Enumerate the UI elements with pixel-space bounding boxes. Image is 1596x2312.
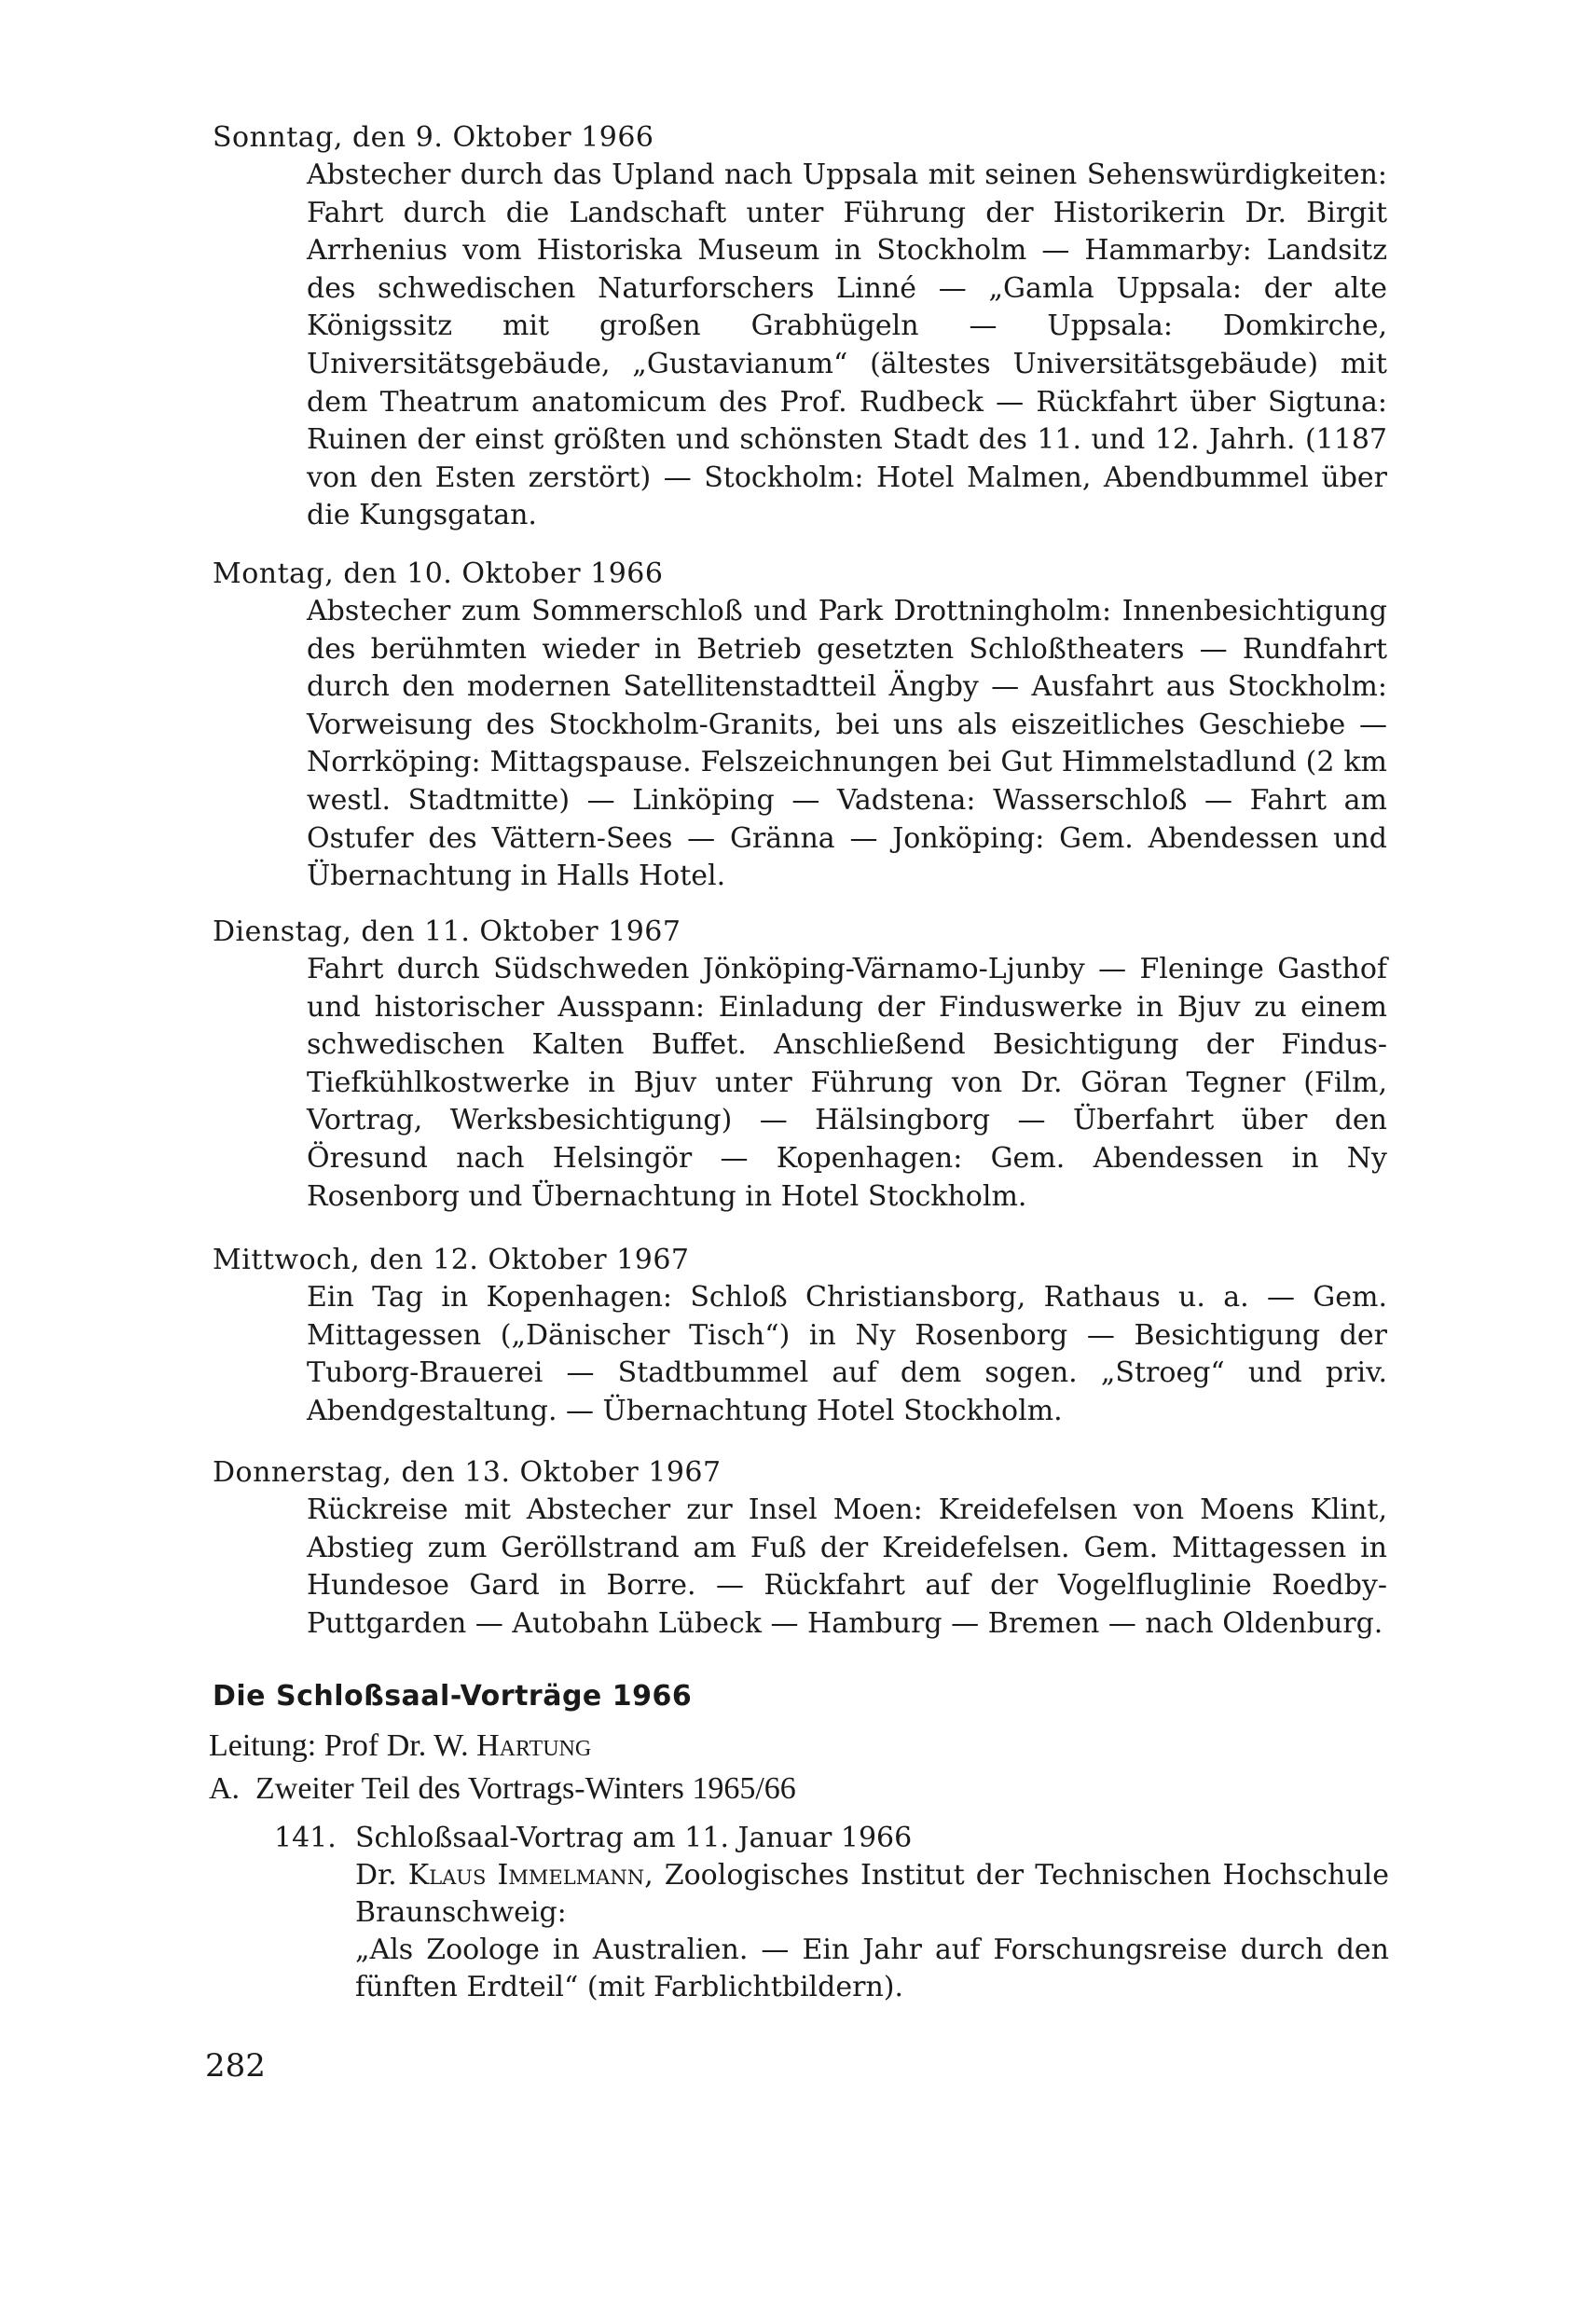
lecture-date: Schloßsaal-Vortrag am 11. Januar 1966 [355, 1822, 913, 1854]
part-title: Zweiter Teil des Vortrags-Winters 1965/66 [255, 1771, 796, 1806]
day-body: Fahrt durch Südschweden Jönköping-Värnamo-Ljunby — Fleninge Gasthof und historischer Ausspann: Einladung der Finduswerke in Bjuv zu einem schwedischen Kalten Buffet. Anschließend Besichtigung der Findus-Tiefkühlkostwerke in Bjuv unter Führung von Dr. Göran Tegner (Film, Vortrag, Werksbesichtigung) — Hälsingborg — Überfahrt über den Öresund nach Helsingör — Kopenhagen: Gem. Abendessen in Ny Rosenborg und Übernachtung in Hotel Stockholm. [307, 953, 1387, 1213]
speaker-name: Klaus Immelmann [407, 1859, 645, 1892]
day-entry-donnerstag [213, 1454, 1387, 1643]
section-heading: Die Schloßsaal-Vorträge 1966 [213, 1680, 693, 1713]
day-body: Abstecher zum Sommerschloß und Park Drottningholm: Innenbesichtigung des berühmten wieder in Betrieb gesetzten Schloßtheaters — Rundfahrt durch den modernen Satellitenstadtteil Ängby — Ausfahrt aus Stockholm: Vorweisung des Stockholm-Granits, bei uns als eiszeitliches Geschiebe — Norrköping: Mittagspause. Felszeichnungen bei Gut Himmelstadlund (2 km westl. Stadtmitte) — Linköping — Vadstena: Wasserschloß — Fahrt am Ostufer des Vättern-Sees — Gränna — Jonköping: Gem. Abendessen und Übernachtung in Halls Hotel. [307, 595, 1387, 893]
part-label: A. [209, 1771, 241, 1806]
lecture-number: 141. [274, 1822, 337, 1854]
leitung-name: Hartung [476, 1728, 592, 1763]
day-entry-montag [213, 556, 1387, 896]
day-heading: Dienstag, den 11. Oktober 1967 [213, 915, 681, 948]
day-entry-mittwoch [213, 1242, 1387, 1430]
day-entry-sonntag [213, 119, 1387, 535]
leitung-line [209, 1728, 591, 1764]
leitung-prefix: Leitung: Prof Dr. W. [209, 1728, 477, 1763]
day-body: Abstecher durch das Upland nach Uppsala mit seinen Sehenswürdigkeiten: Fahrt durch die Landschaft unter Führung der Historikerin Dr. Birgit Arrhenius vom Historiska Museum in Stockholm — Hammarby: Landsitz des schwedischen Naturforschers Linné — „Gamla Uppsala: der alte Königssitz mit großen Grabhügeln — Uppsala: Domkirche, Universitätsgebäude, „Gustavianum“ (ältestes Universitätsgebäude) mit dem Theatrum anatomicum des Prof. Rudbeck — Rückfahrt über Sigtuna: Ruinen der einst größten und schönsten Stadt des 11. und 12. Jahrh. (1187 von den Esten zerstört) — Stockholm: Hotel Malmen, Abendbummel über die Kungsgatan. [307, 158, 1387, 532]
day-heading: Donnerstag, den 13. Oktober 1967 [213, 1456, 722, 1489]
day-body: Rückreise mit Abstecher zur Insel Moen: Kreidefelsen von Moens Klint, Abstieg zum Geröllstrand am Fuß der Kreidefelsen. Gem. Mittagessen in Hundesoe Gard in Borre. — Rückfahrt auf der Vogelfluglinie Roedby-Puttgarden — Autobahn Lübeck — Hamburg — Bremen — nach Oldenburg. [307, 1493, 1387, 1640]
lecture-entry [274, 1820, 1389, 2006]
part-heading [209, 1771, 796, 1807]
speaker-affiliation: , Zoologisches Institut der Technischen Hochschule Braunschweig: [355, 1859, 1389, 1929]
day-heading: Mittwoch, den 12. Oktober 1967 [213, 1244, 690, 1276]
lecture-speaker [355, 1857, 1389, 1932]
day-body: Ein Tag in Kopenhagen: Schloß Christiansborg, Rathaus u. a. — Gem. Mittagessen („Dänischer Tisch“) in Ny Rosenborg — Besichtigung der Tuborg-Brauerei — Stadtbummel auf dem sogen. „Stroeg“ und priv. Abendgestaltung. — Übernachtung Hotel Stockholm. [307, 1281, 1387, 1427]
speaker-prefix: Dr. [355, 1859, 408, 1892]
lecture-body [355, 1820, 1389, 2006]
page-number: 282 [205, 2047, 266, 2085]
day-heading: Montag, den 10. Oktober 1966 [213, 557, 664, 590]
lecture-title: „Als Zoologe in Australien. — Ein Jahr auf Forschungsreise durch den fünften Erdteil“ (mit Farblichtbildern). [355, 1934, 1389, 2003]
day-entry-dienstag [213, 914, 1387, 1216]
day-heading: Sonntag, den 9. Oktober 1966 [213, 121, 654, 154]
